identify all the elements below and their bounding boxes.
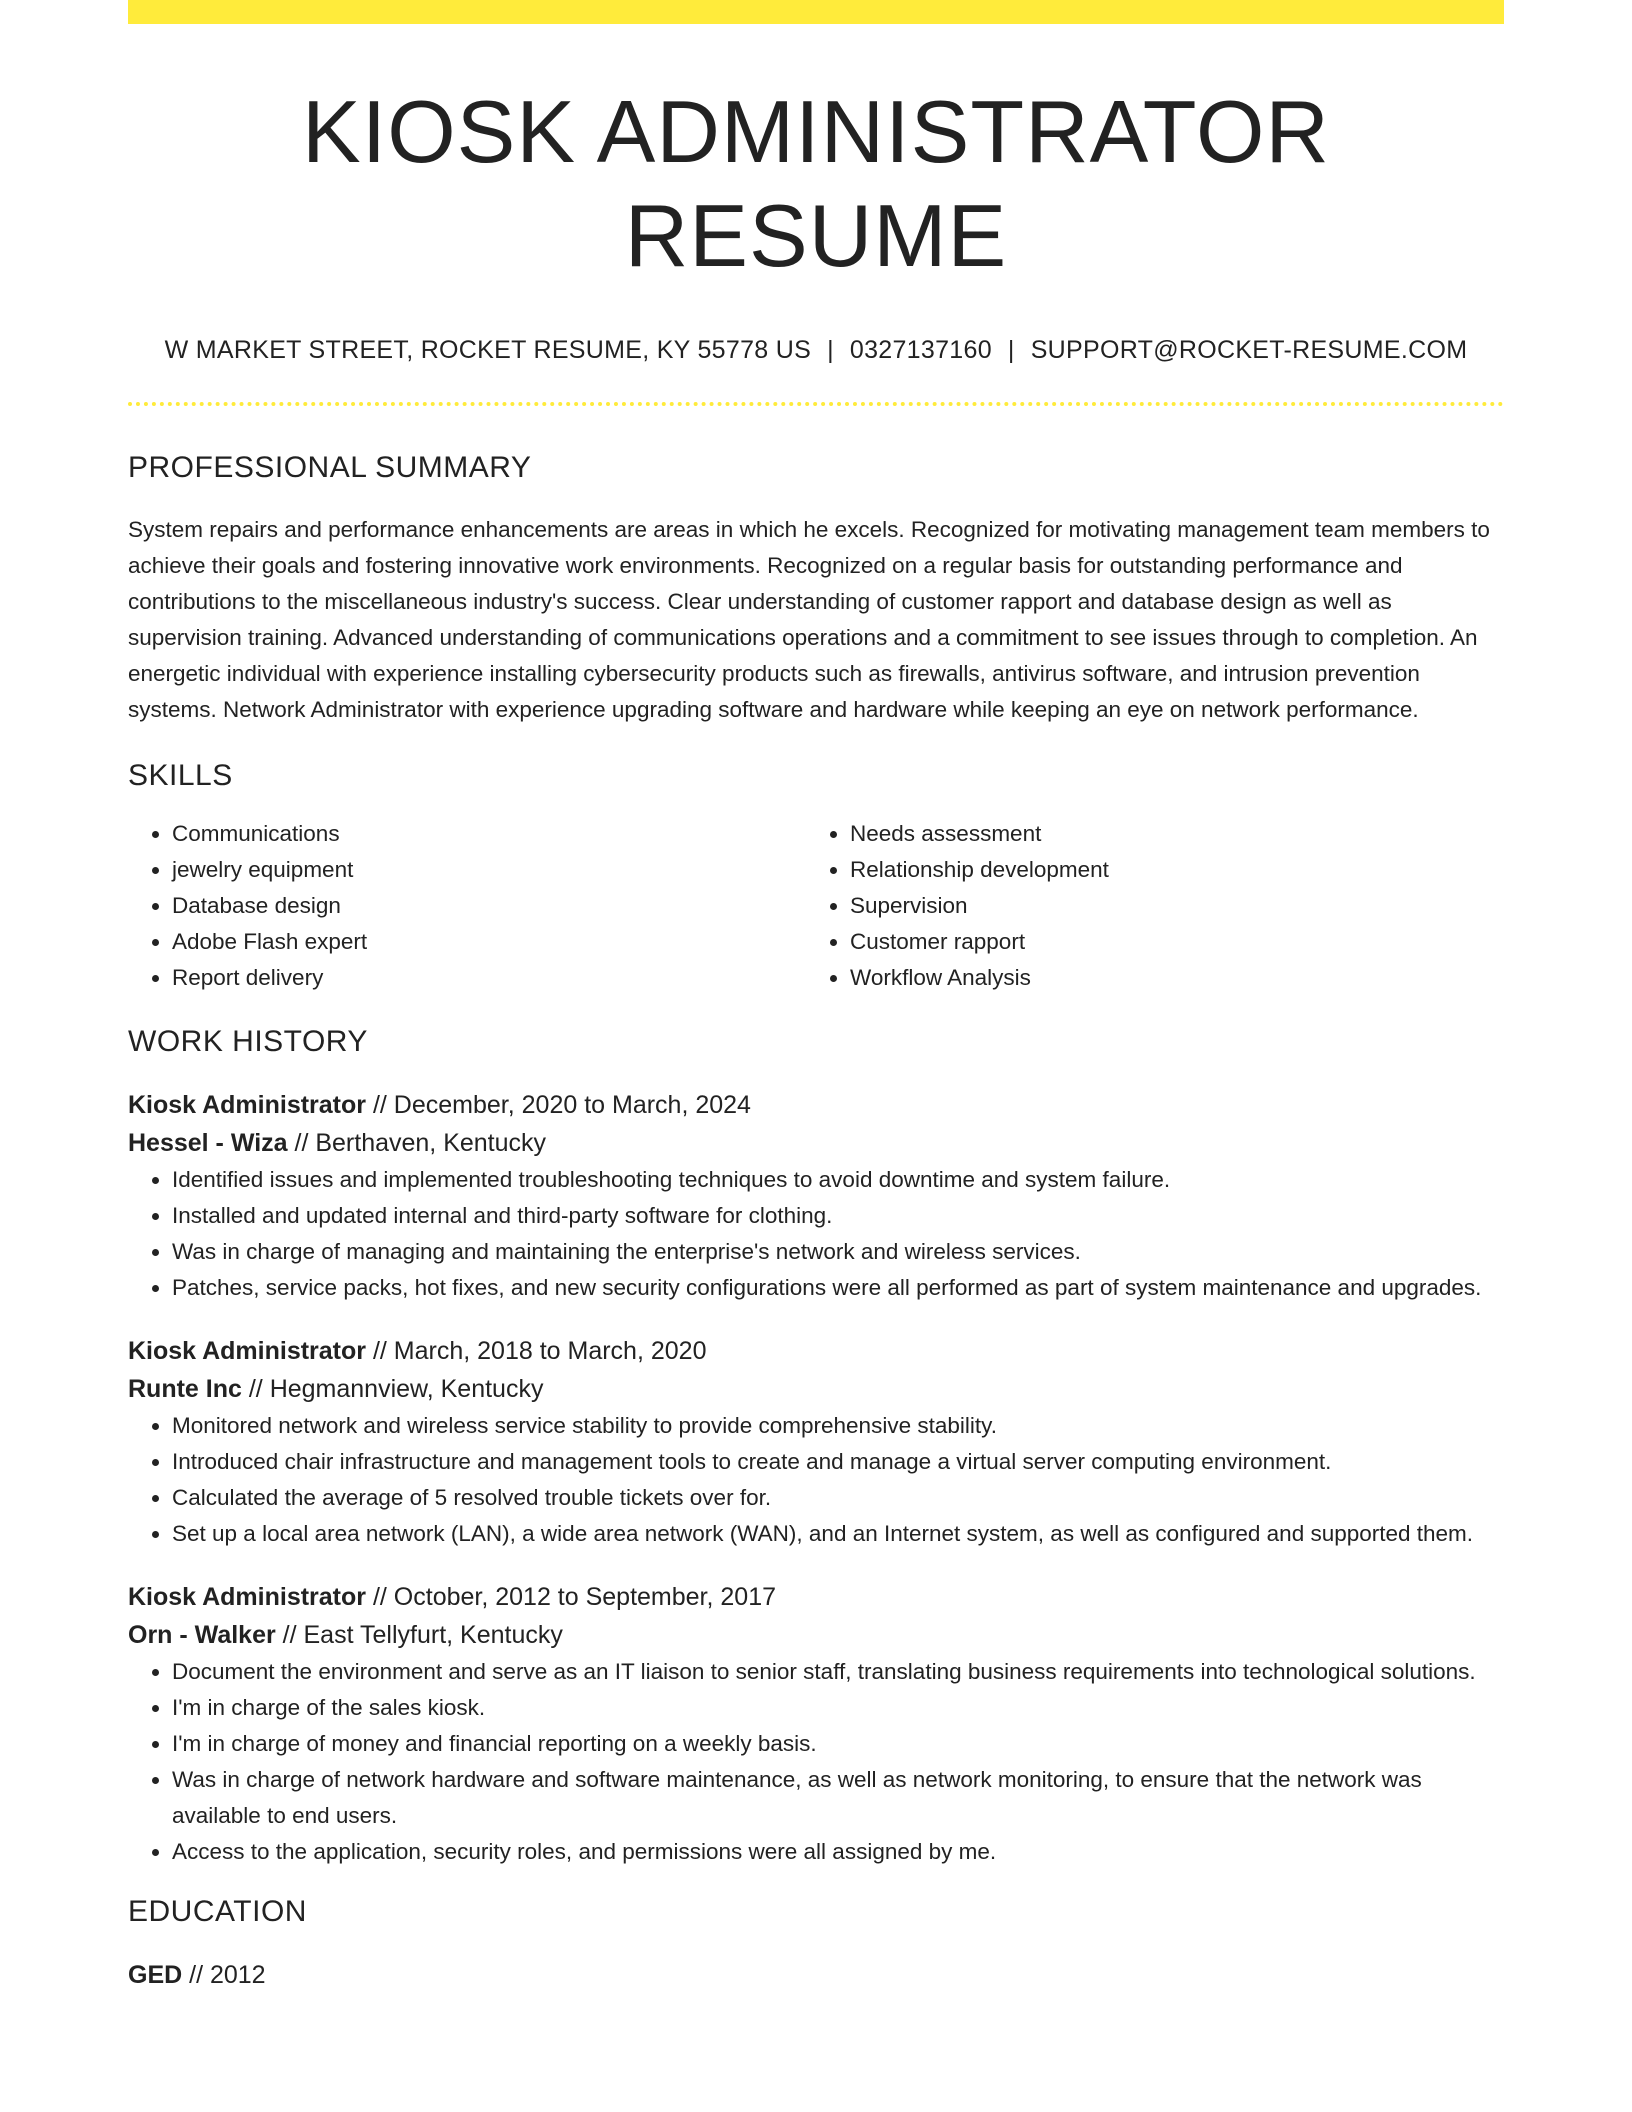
- skill-item: • Communications: [172, 816, 806, 852]
- work-history-heading: WORK HISTORY: [128, 1025, 368, 1058]
- job-entry: [128, 1086, 1504, 1306]
- job-dates: // March, 2018 to March, 2020: [366, 1337, 707, 1365]
- job-entry: [128, 1578, 1504, 1870]
- summary-heading: PROFESSIONAL SUMMARY: [128, 451, 532, 484]
- job-company-line: [128, 1124, 1504, 1162]
- contact-phone: 0327137160: [849, 336, 992, 364]
- skills-column-right: [806, 816, 1484, 996]
- education-heading: EDUCATION: [128, 1895, 307, 1928]
- skill-item: • Database design: [172, 888, 806, 924]
- job-role: Kiosk Administrator: [128, 1337, 367, 1365]
- job-bullet: • I'm in charge of money and financial reporting on a weekly basis.: [172, 1726, 1504, 1762]
- job-dates: // October, 2012 to September, 2017: [366, 1583, 777, 1611]
- job-bullet: • Access to the application, security roles, and permissions were all assigned by me.: [172, 1834, 1504, 1870]
- job-bullet: • Monitored network and wireless service stability to provide comprehensive stability.: [172, 1408, 1504, 1444]
- top-accent-bar: [128, 0, 1504, 24]
- job-location: // East Tellyfurt, Kentucky: [275, 1621, 563, 1649]
- contact-address: W MARKET STREET, ROCKET RESUME, KY 55778 US: [164, 336, 812, 364]
- job-dates: // December, 2020 to March, 2024: [366, 1091, 751, 1119]
- job-role: Kiosk Administrator: [128, 1583, 367, 1611]
- job-bullets: [128, 1162, 1504, 1306]
- contact-line: [128, 334, 1504, 366]
- resume-page: [128, 0, 1504, 1994]
- skill-item: • Supervision: [850, 888, 1484, 924]
- skills-column-left: [128, 816, 806, 996]
- skills-heading: SKILLS: [128, 759, 233, 792]
- job-bullet: • Set up a local area network (LAN), a wide area network (WAN), and an Internet system, as well as configured and supported them.: [172, 1516, 1504, 1552]
- skill-item: • jewelry equipment: [172, 852, 806, 888]
- job-bullet: • Was in charge of network hardware and software maintenance, as well as network monitoring, to ensure that the network was available to end users.: [172, 1762, 1504, 1834]
- job-bullet: • Identified issues and implemented troubleshooting techniques to avoid downtime and system failure.: [172, 1162, 1504, 1198]
- skill-item: • Report delivery: [172, 960, 806, 996]
- education-entry: [128, 1956, 1504, 1994]
- skill-item: • Workflow Analysis: [850, 960, 1484, 996]
- skill-item: • Relationship development: [850, 852, 1484, 888]
- job-bullet: • Patches, service packs, hot fixes, and new security configurations were all performed as part of system maintenance and upgrades.: [172, 1270, 1504, 1306]
- education-year: // 2012: [182, 1961, 266, 1989]
- job-bullet: • Calculated the average of 5 resolved trouble tickets over for.: [172, 1480, 1504, 1516]
- dotted-divider: [128, 402, 1504, 406]
- job-role-line: [128, 1332, 1504, 1370]
- job-role-line: [128, 1578, 1504, 1616]
- summary-text: System repairs and performance enhancements are areas in which he excels. Recognized for motivating management team members to achieve their goals and fostering innovative work environments. Recognized on a regular basis for outstanding performance and contributions to the miscellaneous industry's success. Clear understanding of customer rapport and database design as well as supervision training. Advanced understanding of communications operations and a commitment to see issues through to completion. An energetic individual with experience installing cybersecurity products such as firewalls, antivirus software, and intrusion prevention systems. Network Administrator with experience upgrading software and hardware while keeping an eye on network performance.: [128, 517, 1490, 722]
- job-bullets: [128, 1408, 1504, 1552]
- job-entry: [128, 1332, 1504, 1552]
- job-bullet: • Introduced chair infrastructure and management tools to create and manage a virtual server computing environment.: [172, 1444, 1504, 1480]
- skill-item: • Needs assessment: [850, 816, 1484, 852]
- job-bullet: • Document the environment and serve as an IT liaison to senior staff, translating business requirements into technological solutions.: [172, 1654, 1504, 1690]
- skill-item: • Adobe Flash expert: [172, 924, 806, 960]
- job-company-line: [128, 1616, 1504, 1654]
- education-degree: GED: [128, 1961, 183, 1989]
- job-company: Orn - Walker: [128, 1621, 276, 1649]
- contact-email: SUPPORT@ROCKET-RESUME.COM: [1030, 336, 1468, 364]
- contact-separator: |: [827, 336, 834, 364]
- job-location: // Berthaven, Kentucky: [287, 1129, 547, 1157]
- job-company: Runte Inc: [128, 1375, 242, 1403]
- job-role-line: [128, 1086, 1504, 1124]
- resume-title: KIOSK ADMINISTRATOR RESUME: [302, 82, 1330, 285]
- job-bullet: • Was in charge of managing and maintaining the enterprise's network and wireless services.: [172, 1234, 1504, 1270]
- job-bullets: [128, 1654, 1504, 1870]
- job-location: // Hegmannview, Kentucky: [241, 1375, 544, 1403]
- job-company-line: [128, 1370, 1504, 1408]
- skill-item: • Customer rapport: [850, 924, 1484, 960]
- contact-separator: |: [1007, 336, 1015, 364]
- skills-grid: [128, 816, 1504, 996]
- job-company: Hessel - Wiza: [128, 1129, 288, 1157]
- job-bullet: • I'm in charge of the sales kiosk.: [172, 1690, 1504, 1726]
- job-role: Kiosk Administrator: [128, 1091, 367, 1119]
- job-bullet: • Installed and updated internal and third-party software for clothing.: [172, 1198, 1504, 1234]
